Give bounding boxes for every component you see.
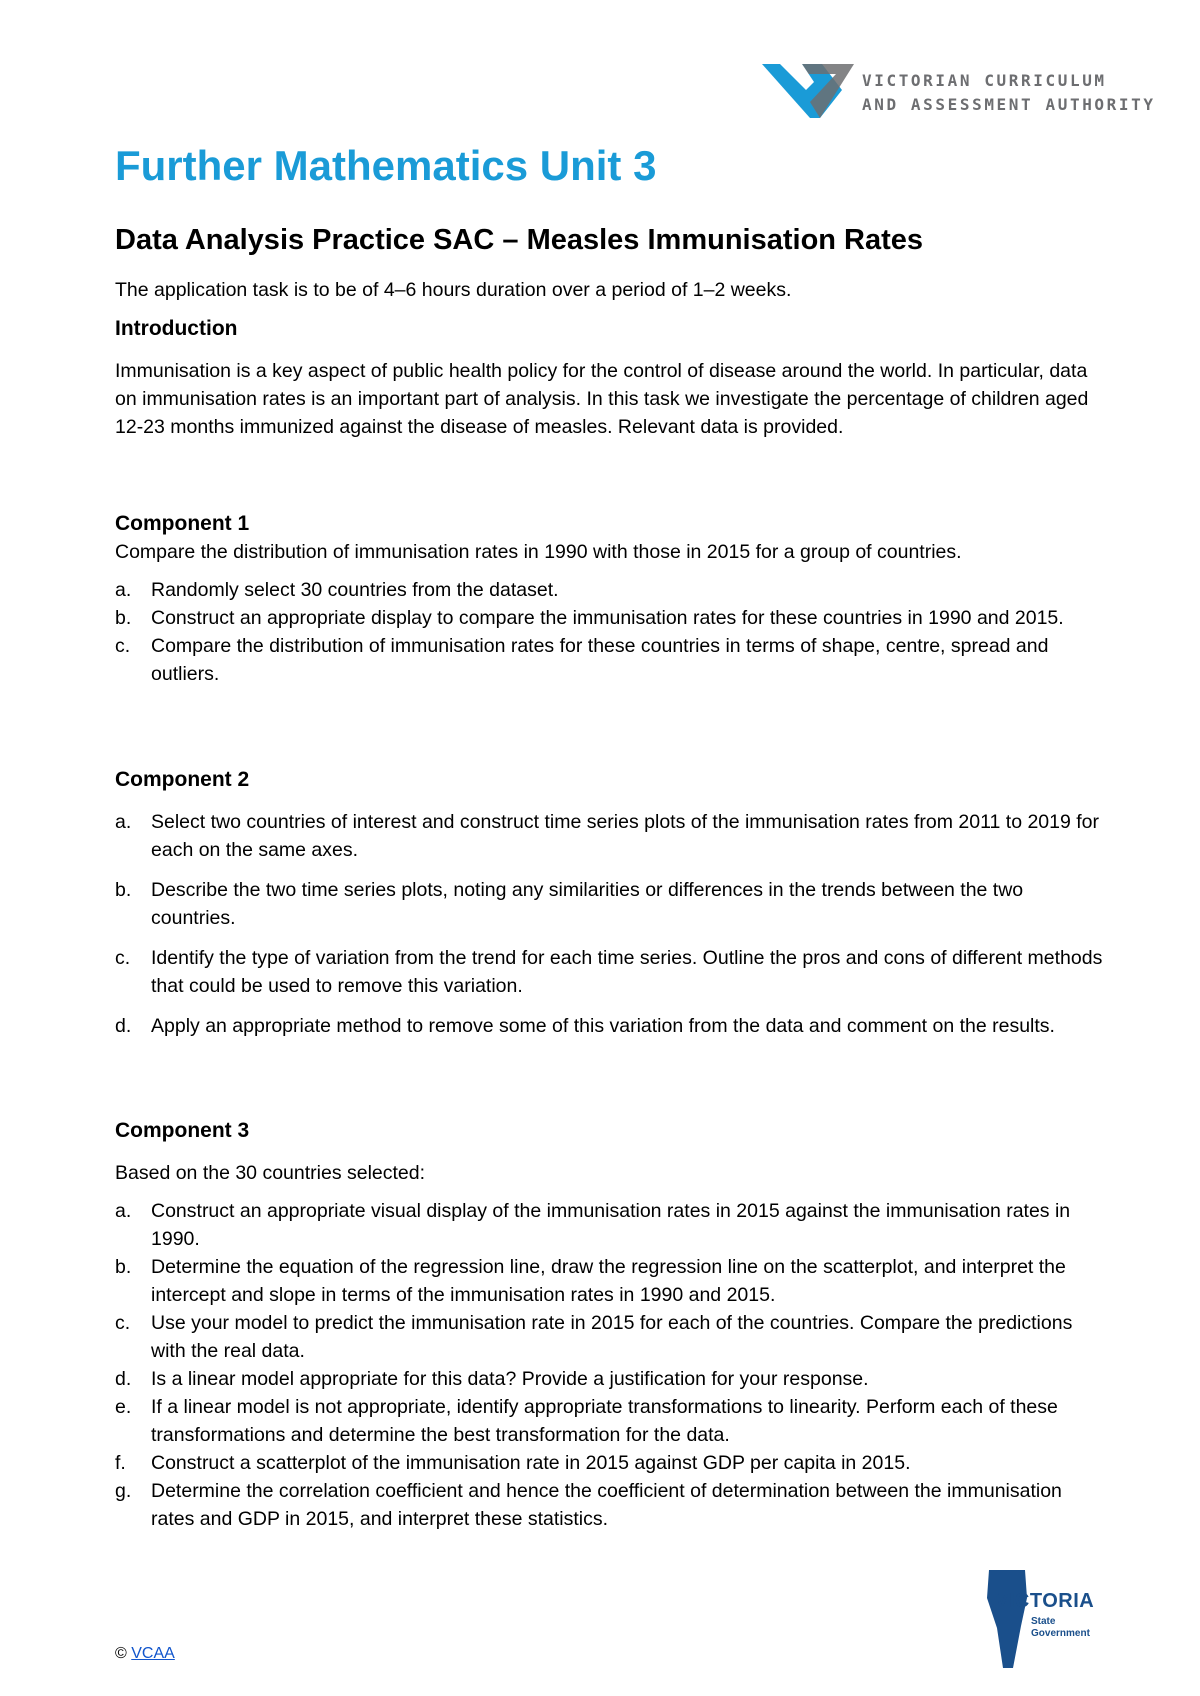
victoria-logo-line2: Government	[1031, 1628, 1090, 1639]
list-item: d. Is a linear model appropriate for this data? Provide a justification for your response.	[115, 1368, 869, 1390]
logo-line2: AND ASSESSMENT AUTHORITY	[862, 95, 1156, 114]
list-item: b. Construct an appropriate display to compare the immunisation rates for these countries in 1990 and 2015.	[115, 607, 1064, 629]
list-item: g. Determine the correlation coefficient and hence the coefficient of determination between the immunisation rates and GDP in 2015, and interpret these statistics.	[115, 1480, 1062, 1530]
list-item: f. Construct a scatterplot of the immunisation rate in 2015 against GDP per capita in 2015.	[115, 1452, 911, 1474]
introduction-section	[115, 315, 1105, 441]
introduction-text: Immunisation is a key aspect of public health policy for the control of disease around the world. In particular, data on immunisation rates is an important part of analysis. In this task we investigate the percentage of children aged 12-23 months immunized against the disease of measles. Relevant data is provided.	[115, 360, 1089, 438]
list-item: c. Compare the distribution of immunisation rates for these countries in terms of shape, centre, spread and outliers.	[115, 635, 1049, 685]
component2-list	[115, 808, 1105, 1040]
vcaa-logo	[762, 60, 1156, 130]
component1-heading: Component 1	[115, 512, 250, 535]
component1-intro: Compare the distribution of immunisation rates in 1990 with those in 2015 for a group of countries.	[115, 541, 962, 563]
document-title: Further Mathematics Unit 3	[115, 142, 657, 189]
copyright-symbol: ©	[115, 1645, 127, 1662]
victoria-logo-line1: State	[1031, 1616, 1056, 1627]
duration-text: The application task is to be of 4–6 hours duration over a period of 1–2 weeks.	[115, 279, 792, 301]
document-subtitle: Data Analysis Practice SAC – Measles Immunisation Rates	[115, 224, 924, 256]
list-item: c. Use your model to predict the immunisation rate in 2015 for each of the countries. Compare the predictions with the real data.	[115, 1312, 1073, 1362]
component2-section	[115, 766, 1105, 1052]
list-item: b. Determine the equation of the regression line, draw the regression line on the scatterplot, and interpret the intercept and slope in terms of the immunisation rates in 1990 and 2015.	[115, 1256, 1066, 1306]
list-item: b. Describe the two time series plots, noting any similarities or differences in the trends between the two countries.	[115, 879, 1024, 929]
component3-intro: Based on the 30 countries selected:	[115, 1162, 426, 1184]
victoria-government-logo	[985, 1568, 1095, 1668]
logo-line1: VICTORIAN CURRICULUM	[862, 71, 1107, 90]
component3-heading: Component 3	[115, 1119, 250, 1142]
list-item: c. Identify the type of variation from the trend for each time series. Outline the pros and cons of different methods that could be used to remove this variation.	[115, 947, 1103, 997]
list-item: a. Select two countries of interest and construct time series plots of the immunisation rates from 2011 to 2019 for each on the same axes.	[115, 811, 1100, 861]
list-item: a. Randomly select 30 countries from the dataset.	[115, 579, 559, 601]
list-item: a. Construct an appropriate visual display of the immunisation rates in 2015 against the immunisation rates in 1990.	[115, 1200, 1071, 1250]
list-item: d. Apply an appropriate method to remove some of this variation from the data and comment on the results.	[115, 1015, 1055, 1037]
component3-section	[115, 1117, 1105, 1533]
component2-heading: Component 2	[115, 768, 250, 791]
victoria-logo-word: VICTORIA	[995, 1590, 1095, 1612]
component1-list	[115, 576, 1105, 688]
component3-list	[115, 1197, 1105, 1533]
component1-section	[115, 510, 1105, 688]
introduction-heading: Introduction	[115, 317, 238, 340]
footer	[115, 1645, 175, 1663]
list-item: e. If a linear model is not appropriate, identify appropriate transformations to linearity. Perform each of these transformations and determine the best transformation for the data.	[115, 1396, 1058, 1446]
vcaa-logo-text	[862, 69, 1156, 117]
vcaa-chevron-icon	[762, 60, 858, 120]
duration-block	[115, 276, 1105, 304]
vcaa-link[interactable]: VCAA	[131, 1645, 175, 1662]
